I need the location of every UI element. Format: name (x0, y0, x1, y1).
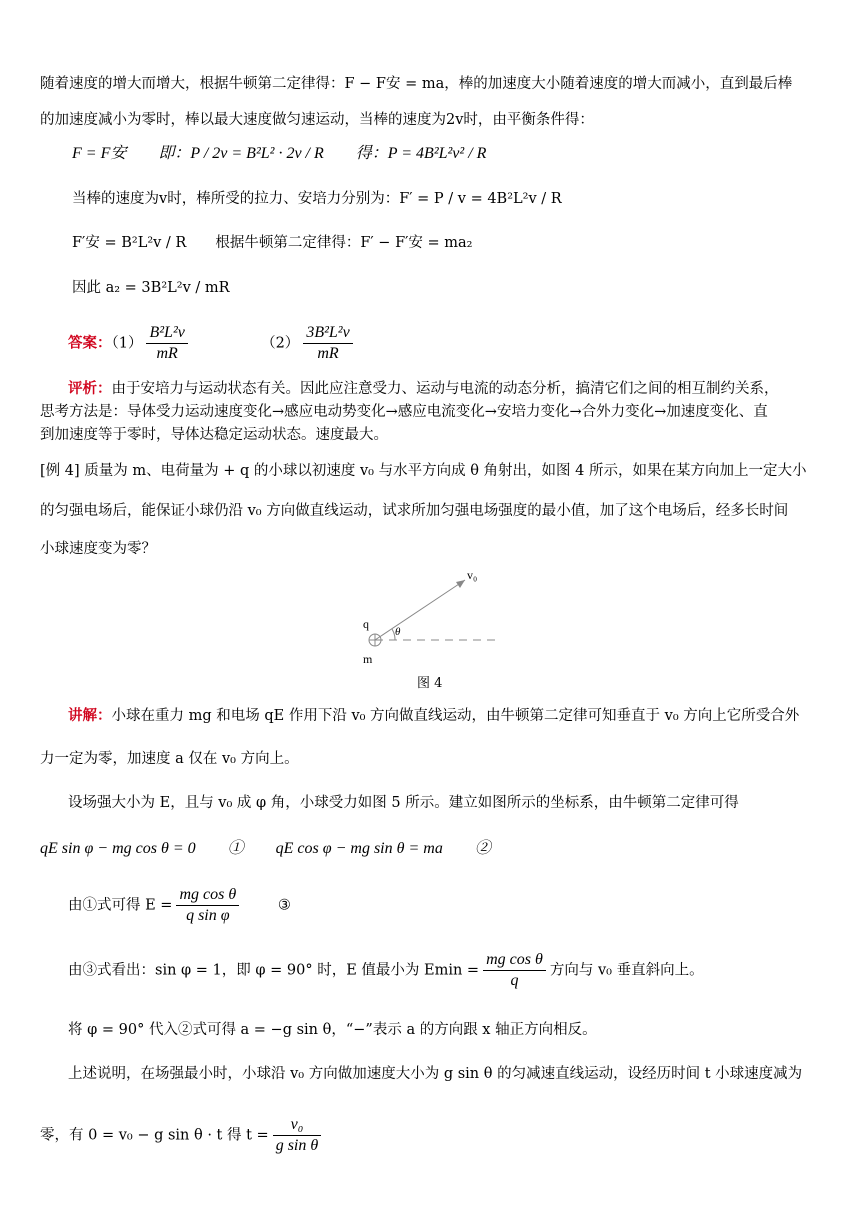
velocity-vector-line (375, 580, 465, 640)
summary-2-prefix: 零，有 0 = v₀ − g sin θ · t 得 t = (40, 1127, 269, 1144)
comment-text-1: 由于安培力与运动状态有关。因此应注意受力、运动与电流的动态分析，搞清它们之间的相互制约关系， (111, 381, 779, 397)
explanation-line-2: 力一定为零，加速度 a 仅在 v₀ 方向上。 (40, 751, 299, 767)
answer-label: 答案： (68, 334, 112, 352)
text-line-2: 的加速度减小为零时，棒以最大速度做匀速运动，当棒的速度为2v时，由平衡条件得： (40, 112, 594, 128)
time-num: v₀ (273, 1115, 322, 1136)
emin-prefix: 由③式看出：sin φ = 1，即 φ = 90° 时，E 值最小为 Emin = (68, 962, 480, 979)
summary-line-2 (40, 1115, 325, 1156)
fig-label-m: m (363, 652, 373, 666)
equation-newton: F′安 = B²L²v / R 根据牛顿第二定律得：F′ − F′安 = ma₂ (72, 235, 473, 251)
figure-caption: 图 4 (417, 676, 443, 691)
example-4-line-3: 小球速度变为零？ (40, 541, 156, 557)
answer-1-num: B²L²v (146, 323, 187, 344)
answer-2-fraction (303, 323, 352, 364)
comment-line-1 (68, 378, 779, 400)
explanation-line-1 (68, 705, 799, 727)
example-4-line-2: 的匀强电场后，能保证小球仍沿 v₀ 方向做直线运动，试求所加匀强电场强度的最小值，加了这个电场后，经多长时间 (40, 503, 789, 519)
emin-suffix: 方向与 v₀ 垂直斜向上。 (549, 962, 704, 979)
fig-label-v0: v₀ (467, 568, 478, 582)
explanation-label: 讲解： (68, 707, 112, 724)
answer-2-num: 3B²L²v (303, 323, 352, 344)
figure-4 (355, 565, 515, 695)
answer-row (68, 323, 357, 364)
equation-3-den: q sin φ (186, 907, 230, 924)
emin-den: q (510, 972, 519, 989)
fig-label-q: q (363, 617, 369, 631)
equation-3-fraction (176, 885, 239, 926)
explanation-text-1: 小球在重力 mg 和电场 qE 作用下沿 v₀ 方向做直线运动，由牛顿第二定律可知垂直于 v₀ 方向上它所受合外 (111, 708, 800, 724)
emin-num: mg cos θ (483, 950, 546, 971)
answer-1-label: （1） (111, 335, 143, 352)
comment-line-2: 思考方法是：导体受力运动速度变化→感应电动势变化→感应电流变化→安培力变化→合外力变化→加速度变化、直 (40, 404, 768, 420)
text-line-1: 随着速度的增大而增大，根据牛顿第二定律得：F − F安 = ma，棒的加速度大小随着速度的增大而减小，直到最后棒 (40, 76, 793, 92)
emin-row (68, 950, 704, 991)
answer-2-den: mR (317, 345, 339, 362)
answer-1-fraction (146, 323, 187, 364)
time-fraction (273, 1115, 322, 1156)
equation-3-row (68, 885, 291, 926)
comment-line-3: 到加速度等于零时，导体达稳定运动状态。速度最大。 (40, 427, 388, 443)
comment-label: 评析： (68, 380, 112, 397)
equations-1-2: qE sin φ − mg cos θ = 0 ① qE cos φ − mg sin θ = ma ② (40, 840, 491, 857)
answer-2-label: （2） (261, 335, 300, 352)
equation-3-num: mg cos θ (176, 885, 239, 906)
text-line-4: 当棒的速度为v时，棒所受的拉力、安培力分别为：F′ = P / v = 4B²L²v / R (72, 191, 562, 207)
example-4-line-1: [例 4] 质量为 m、电荷量为 + q 的小球以初速度 v₀ 与水平方向成 θ 角射出，如图 4 所示，如果在某方向加上一定大小 (40, 463, 807, 479)
time-den: g sin θ (275, 1137, 319, 1154)
equation-balance: F = F安 即：P / 2v = B²L² · 2v / R 得：P = 4B²L²v² / R (72, 145, 487, 162)
substitution-line: 将 φ = 90° 代入②式可得 a = −g sin θ，“−”表示 a 的方向跟 x 轴正方向相反。 (68, 1022, 597, 1038)
velocity-arrowhead-icon (456, 580, 465, 588)
equation-3-tag: ③ (277, 897, 291, 914)
fig-label-theta: θ (395, 626, 401, 638)
equation-a2: 因此 a₂ = 3B²L²v / mR (72, 280, 230, 296)
summary-line-1: 上述说明，在场强最小时，小球沿 v₀ 方向做加速度大小为 g sin θ 的匀减速直线运动，设经历时间 t 小球速度减为 (68, 1066, 803, 1082)
answer-1-den: mR (156, 345, 178, 362)
emin-fraction (483, 950, 546, 991)
equation-3-prefix: 由①式可得 E = (68, 897, 173, 914)
explanation-line-3: 设场强大小为 E，且与 v₀ 成 φ 角，小球受力如图 5 所示。建立如图所示的坐标系，由牛顿第二定律可得 (68, 795, 739, 811)
